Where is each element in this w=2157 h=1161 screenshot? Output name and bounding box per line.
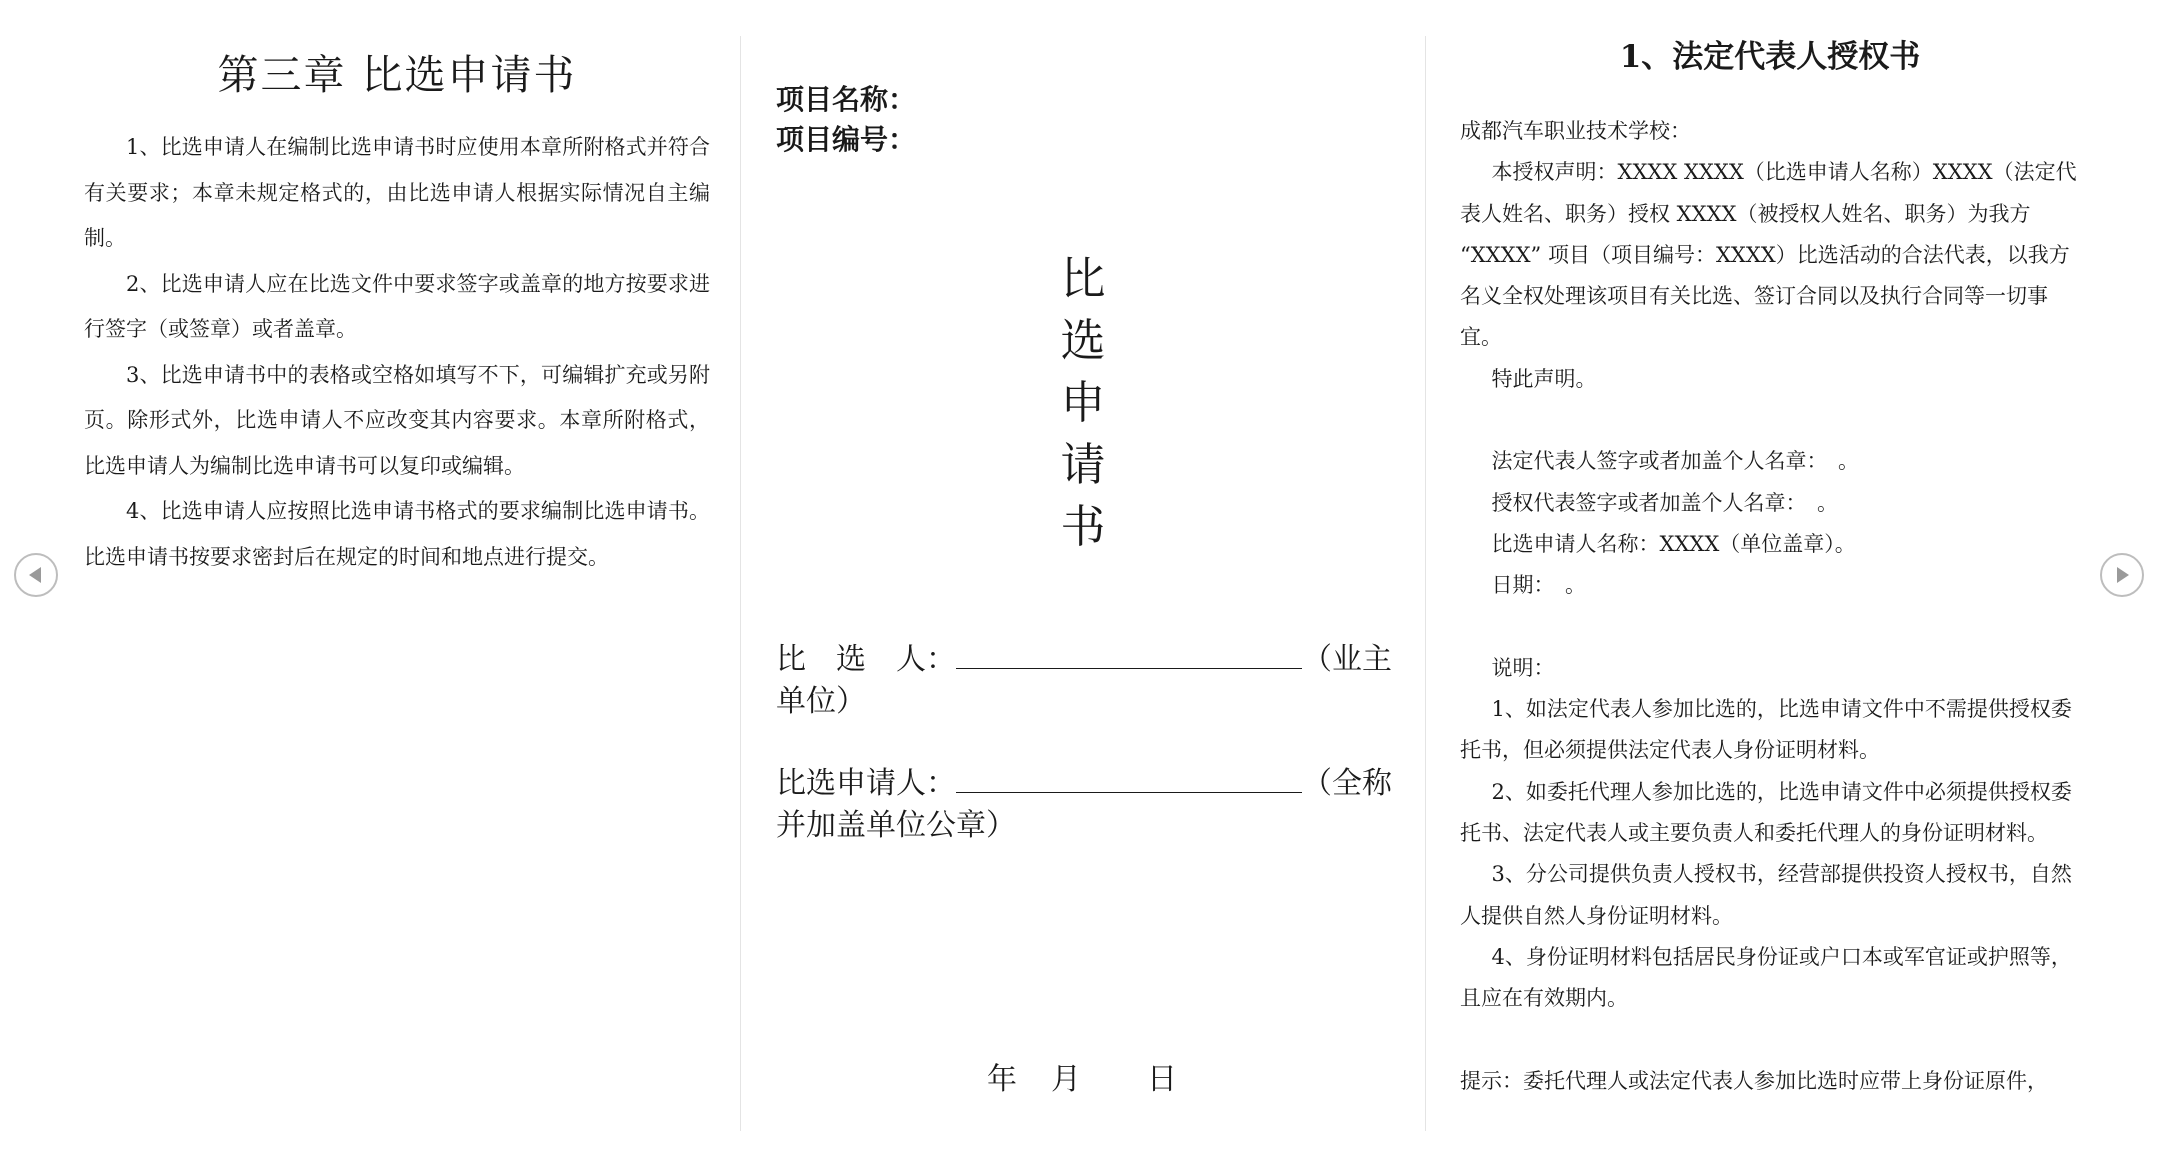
document-page-3	[1426, 36, 2112, 1131]
applicant-blank-line	[956, 764, 1302, 793]
authorization-title: 1、法定代表人授权书	[1619, 39, 1921, 75]
previous-page-button[interactable]	[14, 553, 58, 597]
document-page-1	[84, 36, 710, 1131]
cover-title-char: 比	[1060, 252, 1106, 305]
note-item: 4、身份证明材料包括居民身份证或户口本或军官证或护照等，且应在有效期内。	[1460, 944, 2072, 1011]
instruction-paragraph-2: 2、比选申请人应在比选文件中要求签字或盖章的地方按要求进行签字（或签章）或者盖章。	[84, 271, 710, 341]
legal-rep-signature-line: 法定代表人签字或者加盖个人名章： 。	[1491, 449, 1859, 474]
date-field-line: 日期： 。	[1491, 573, 1586, 598]
date-line: 年 月 日	[987, 1062, 1179, 1097]
special-declaration: 特此声明。	[1491, 366, 1597, 391]
applicant-label: 比选申请人：	[776, 766, 956, 801]
applicant-suffix: （全称并加盖单位公章）	[776, 766, 1392, 843]
instruction-paragraph-3: 3、比选申请书中的表格或空格如填写不下，可编辑扩充或另附页。除形式外，比选申请人不应改变其内容要求。本章所附格式，比选申请人为编制比选申请书可以复印或编辑。	[84, 362, 710, 478]
instruction-paragraph-1: 1、比选申请人在编制比选申请书时应使用本章所附格式并符合有关要求；本章未规定格式的，由比选申请人根据实际情况自主编制。	[84, 135, 710, 250]
selector-field	[776, 639, 1396, 723]
chapter-title: 第三章 比选申请书	[217, 51, 577, 99]
tip-line: 提示：委托代理人或法定代表人参加比选时应带上身份证原件，	[1460, 1068, 2048, 1093]
authorized-rep-signature-line: 授权代表签字或者加盖个人名章： 。	[1491, 490, 1838, 515]
notes-heading: 说明：	[1491, 655, 1555, 680]
chevron-left-icon	[16, 555, 56, 595]
project-number-label: 项目编号：	[776, 123, 917, 156]
note-item: 2、如委托代理人参加比选的，比选申请文件中必须提供授权委托书、法定代表人或主要负责人和委托代理人的身份证明材料。	[1460, 779, 2072, 846]
selector-blank-line	[956, 640, 1302, 669]
cover-title-char: 申	[1060, 376, 1106, 429]
applicant-name-line: 比选申请人名称：XXXX（单位盖章）。	[1491, 531, 1856, 556]
cover-title-char: 请	[1060, 438, 1106, 491]
cover-title-char: 书	[1060, 500, 1106, 553]
cover-title	[741, 248, 1425, 558]
cover-title-char: 选	[1060, 314, 1106, 367]
addressee: 成都汽车职业技术学校：	[1460, 119, 1691, 143]
note-item: 3、分公司提供负责人授权书，经营部提供投资人授权书，自然人提供自然人身份证明材料。	[1460, 862, 2072, 928]
selector-suffix: （业主单位）	[776, 642, 1392, 719]
selector-label: 比 选 人：	[776, 642, 956, 677]
applicant-field	[776, 763, 1396, 847]
note-item: 1、如法定代表人参加比选的，比选申请文件中不需提供授权委托书，但必须提供法定代表人身份证明材料。	[1460, 697, 2072, 763]
project-name-label: 项目名称：	[776, 83, 917, 116]
instruction-paragraph-4: 4、比选申请人应按照比选申请书格式的要求编制比选申请书。比选申请书按要求密封后在规定的时间和地点进行提交。	[84, 499, 710, 569]
authorization-statement: 本授权声明：XXXX XXXX（比选申请人名称）XXXX（法定代表人姓名、职务）授权 XXXX（被授权人姓名、职务）为我方 “XXXX” 项目（项目编号：XXXX）比选活动的合法代表，以我方名义全权处理该项目有关比选、签订合同以及执行合同等一切事宜。	[1460, 160, 2077, 350]
document-page-2	[740, 36, 1426, 1131]
